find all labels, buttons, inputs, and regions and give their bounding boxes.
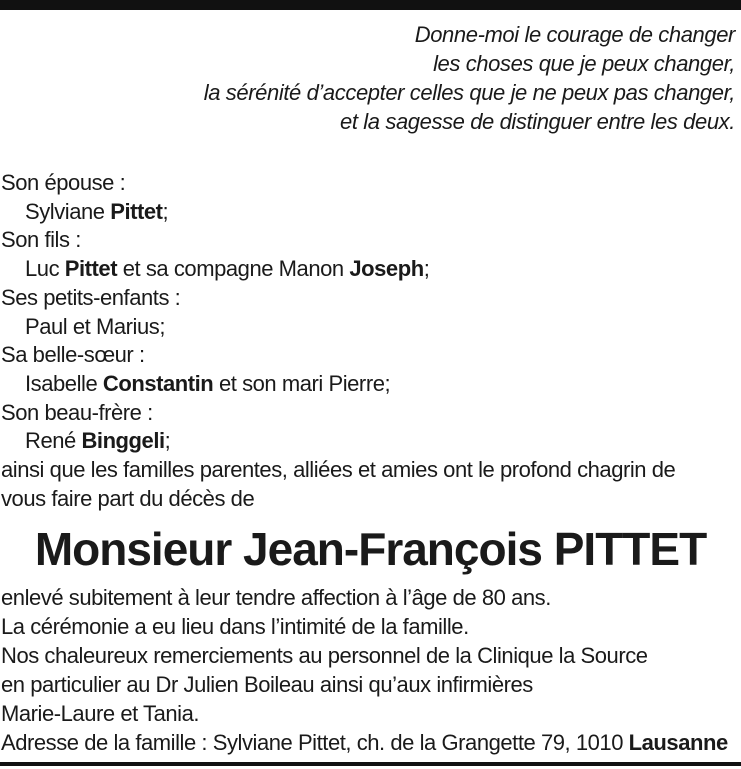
- serenity-quote: [204, 20, 735, 136]
- son-mid: et sa compagne Manon: [117, 256, 350, 282]
- address-city: Lausanne: [628, 730, 728, 755]
- sister-in-law-first: Isabelle: [25, 370, 103, 396]
- details-line: Nos chaleureux remerciements au personnel de la Clinique la Source: [1, 643, 648, 668]
- details-line: en particulier au Dr Julien Boileau ainsi qu’aux infirmières: [1, 672, 533, 697]
- details-line: La cérémonie a eu lieu dans l’intimité de la famille.: [1, 614, 469, 639]
- son-last: Pittet: [64, 256, 118, 282]
- deceased-name: Monsieur Jean-François PITTET: [34, 523, 707, 575]
- son-partner-last: Joseph: [349, 256, 424, 282]
- quote-line: et la sagesse de distinguer entre les deux.: [340, 109, 735, 134]
- announcement-line: ainsi que les familles parentes, alliées et amies ont le profond chagrin de: [1, 457, 676, 483]
- sister-in-law-last: Constantin: [102, 370, 214, 396]
- grandchildren-label: Ses petits-enfants :: [1, 284, 181, 310]
- spouse-end: ;: [162, 198, 169, 224]
- brother-in-law-entry: [1, 427, 741, 456]
- address-prefix: Adresse de la famille : Sylviane Pittet, ch. de la Grangette 79, 1010: [1, 730, 629, 755]
- spouse-first: Sylviane: [25, 198, 111, 224]
- announcement-line: vous faire part du décès de: [1, 485, 255, 511]
- spouse-last: Pittet: [110, 198, 163, 224]
- son-end: ;: [423, 256, 430, 282]
- bottom-rule: [0, 762, 741, 766]
- details-line: enlevé subitement à leur tendre affection à l’âge de 80 ans.: [1, 585, 551, 610]
- quote-line: Donne-moi le courage de changer: [414, 22, 735, 47]
- brother-in-law-first: René: [25, 428, 82, 454]
- quote-line: les choses que je peux changer,: [433, 51, 735, 76]
- brother-in-law-label: Son beau-frère :: [1, 399, 153, 425]
- top-rule: [0, 0, 741, 10]
- son-label: Son fils :: [1, 227, 81, 253]
- sister-in-law-end: et son mari Pierre;: [213, 370, 391, 396]
- family-address: [1, 728, 741, 757]
- quote-line: la sérénité d’accepter celles que je ne peux pas changer,: [203, 80, 735, 105]
- brother-in-law-last: Binggeli: [81, 428, 165, 454]
- grandchildren-entry: Paul et Marius;: [25, 313, 165, 339]
- details-line: Marie-Laure et Tania.: [1, 701, 200, 726]
- details-text: [1, 583, 741, 757]
- spouse-entry: [1, 198, 741, 227]
- sister-in-law-entry: [1, 370, 741, 399]
- spouse-label: Son épouse :: [1, 170, 126, 195]
- family-list: [1, 169, 741, 513]
- son-entry: [1, 255, 741, 284]
- sister-in-law-label: Sa belle-sœur :: [1, 342, 145, 368]
- brother-in-law-end: ;: [164, 428, 171, 454]
- son-first: Luc: [25, 256, 65, 282]
